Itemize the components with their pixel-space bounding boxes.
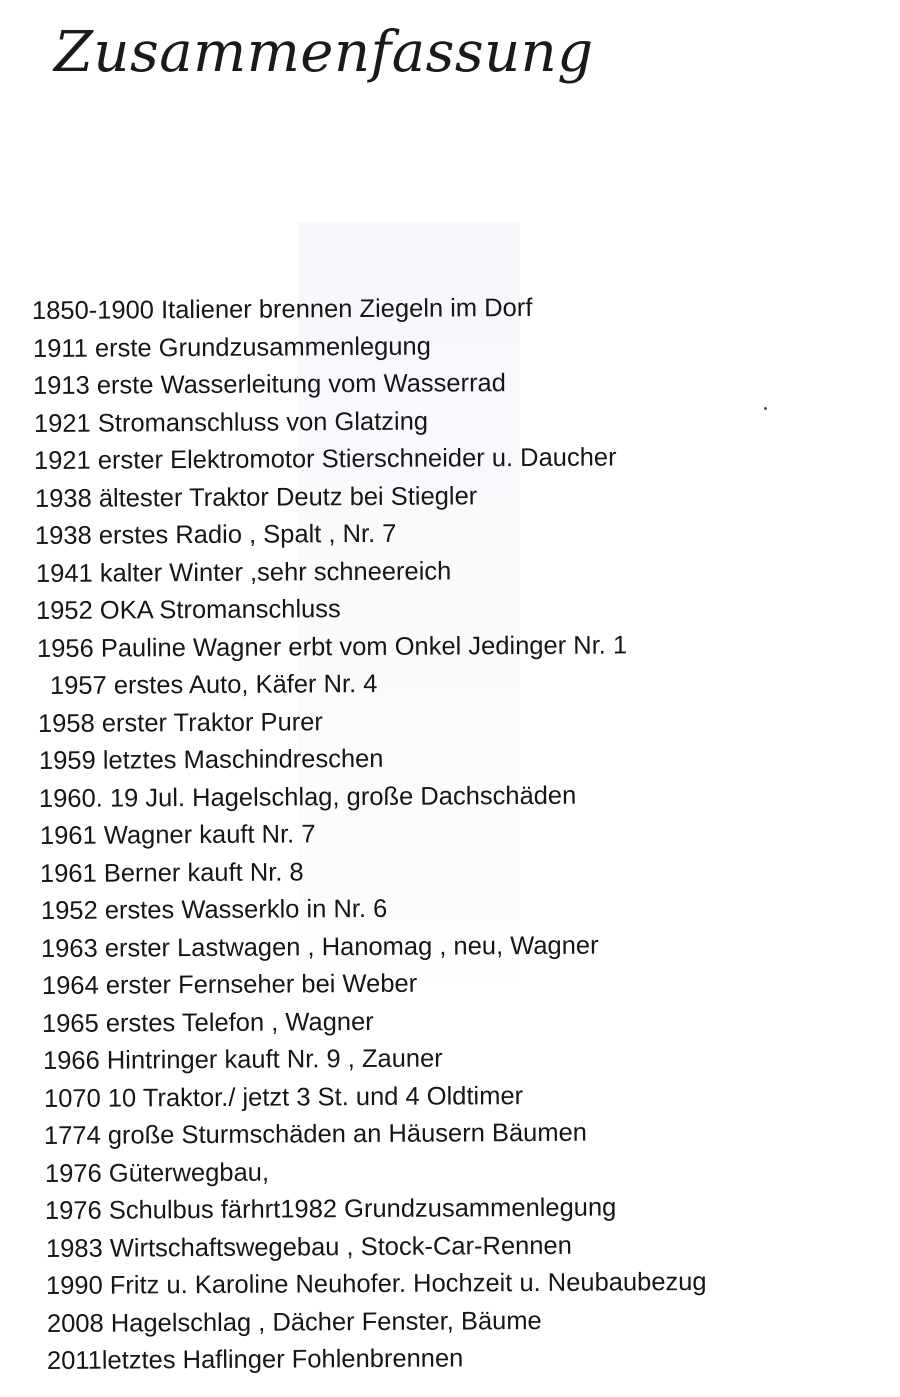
page-title: Zusammenfassung	[54, 20, 594, 85]
chronicle-entry: 1941 kalter Winter ,sehr schneereich	[35, 556, 452, 588]
chronicle-entry: 1070 10 Traktor./ jetzt 3 St. und 4 Oldtimer	[43, 1081, 523, 1113]
chronicle-entry: 1966 Hintringer kauft Nr. 9 , Zauner	[42, 1044, 443, 1075]
scan-speck	[764, 407, 767, 410]
chronicle-entry: 1952 erstes Wasserklo in Nr. 6	[40, 894, 388, 925]
chronicle-entry: 1976 Güterwegbau,	[44, 1158, 269, 1188]
chronicle-entry: 1911 erste Grundzusammenlegung	[32, 332, 431, 363]
chronicle-entry: 1990 Fritz u. Karoline Neuhofer. Hochzeit u. Neubaubezug	[46, 1267, 707, 1300]
chronicle-entry: 1961 Berner kauft Nr. 8	[40, 857, 304, 888]
chronicle-entry: 1938 erstes Radio , Spalt , Nr. 7	[35, 519, 397, 550]
chronicle-entry: 1850-1900 Italiener brennen Ziegeln im Dorf	[31, 293, 533, 325]
chronicle-entry: 1964 erster Fernseher bei Weber	[41, 969, 418, 1000]
chronicle-entry: 1963 erster Lastwagen , Hanomag , neu, Wagner	[41, 931, 599, 963]
chronicle-entry: 2008 Hagelschlag , Dächer Fenster, Bäume	[46, 1306, 542, 1338]
chronicle-entry: 1952 OKA Stromanschluss	[36, 595, 342, 625]
chronicle-entry: 1956 Pauline Wagner erbt vom Onkel Jedinger Nr. 1	[36, 630, 628, 663]
chronicle-entry: 1921 Stromanschluss von Glatzing	[33, 407, 428, 438]
chronicle-entry: 1961 Wagner kauft Nr. 7	[39, 820, 316, 850]
chronicle-entry: 1965 erstes Telefon , Wagner	[42, 1007, 375, 1038]
chronicle-entry: 1921 erster Elektromotor Stierschneider u. Daucher	[34, 443, 617, 475]
chronicle-entry: 1960. 19 Jul. Hagelschlag, große Dachschäden	[39, 781, 577, 813]
chronicle-entry: 1958 erster Traktor Purer	[37, 707, 324, 738]
chronicle-entry: 1957 erstes Auto, Käfer Nr. 4	[49, 670, 378, 700]
chronicle-entry: 1983 Wirtschaftswegebau , Stock-Car-Rennen	[45, 1231, 572, 1263]
chronicle-entry: 1976 Schulbus färhrt1982 Grundzusammenlegung	[45, 1193, 617, 1225]
chronicle-entry: 1774 große Sturmschäden an Häusern Bäumen	[44, 1118, 588, 1150]
chronicle-entry: 2011letztes Haflinger Fohlenbrennen	[47, 1344, 464, 1375]
chronicle-entry: 1913 erste Wasserleitung vom Wasserrad	[33, 369, 507, 400]
chronicle-entry: 1959 letztes Maschindreschen	[38, 744, 384, 775]
chronicle-entry: 1938 ältester Traktor Deutz bei Stiegler	[34, 481, 478, 513]
